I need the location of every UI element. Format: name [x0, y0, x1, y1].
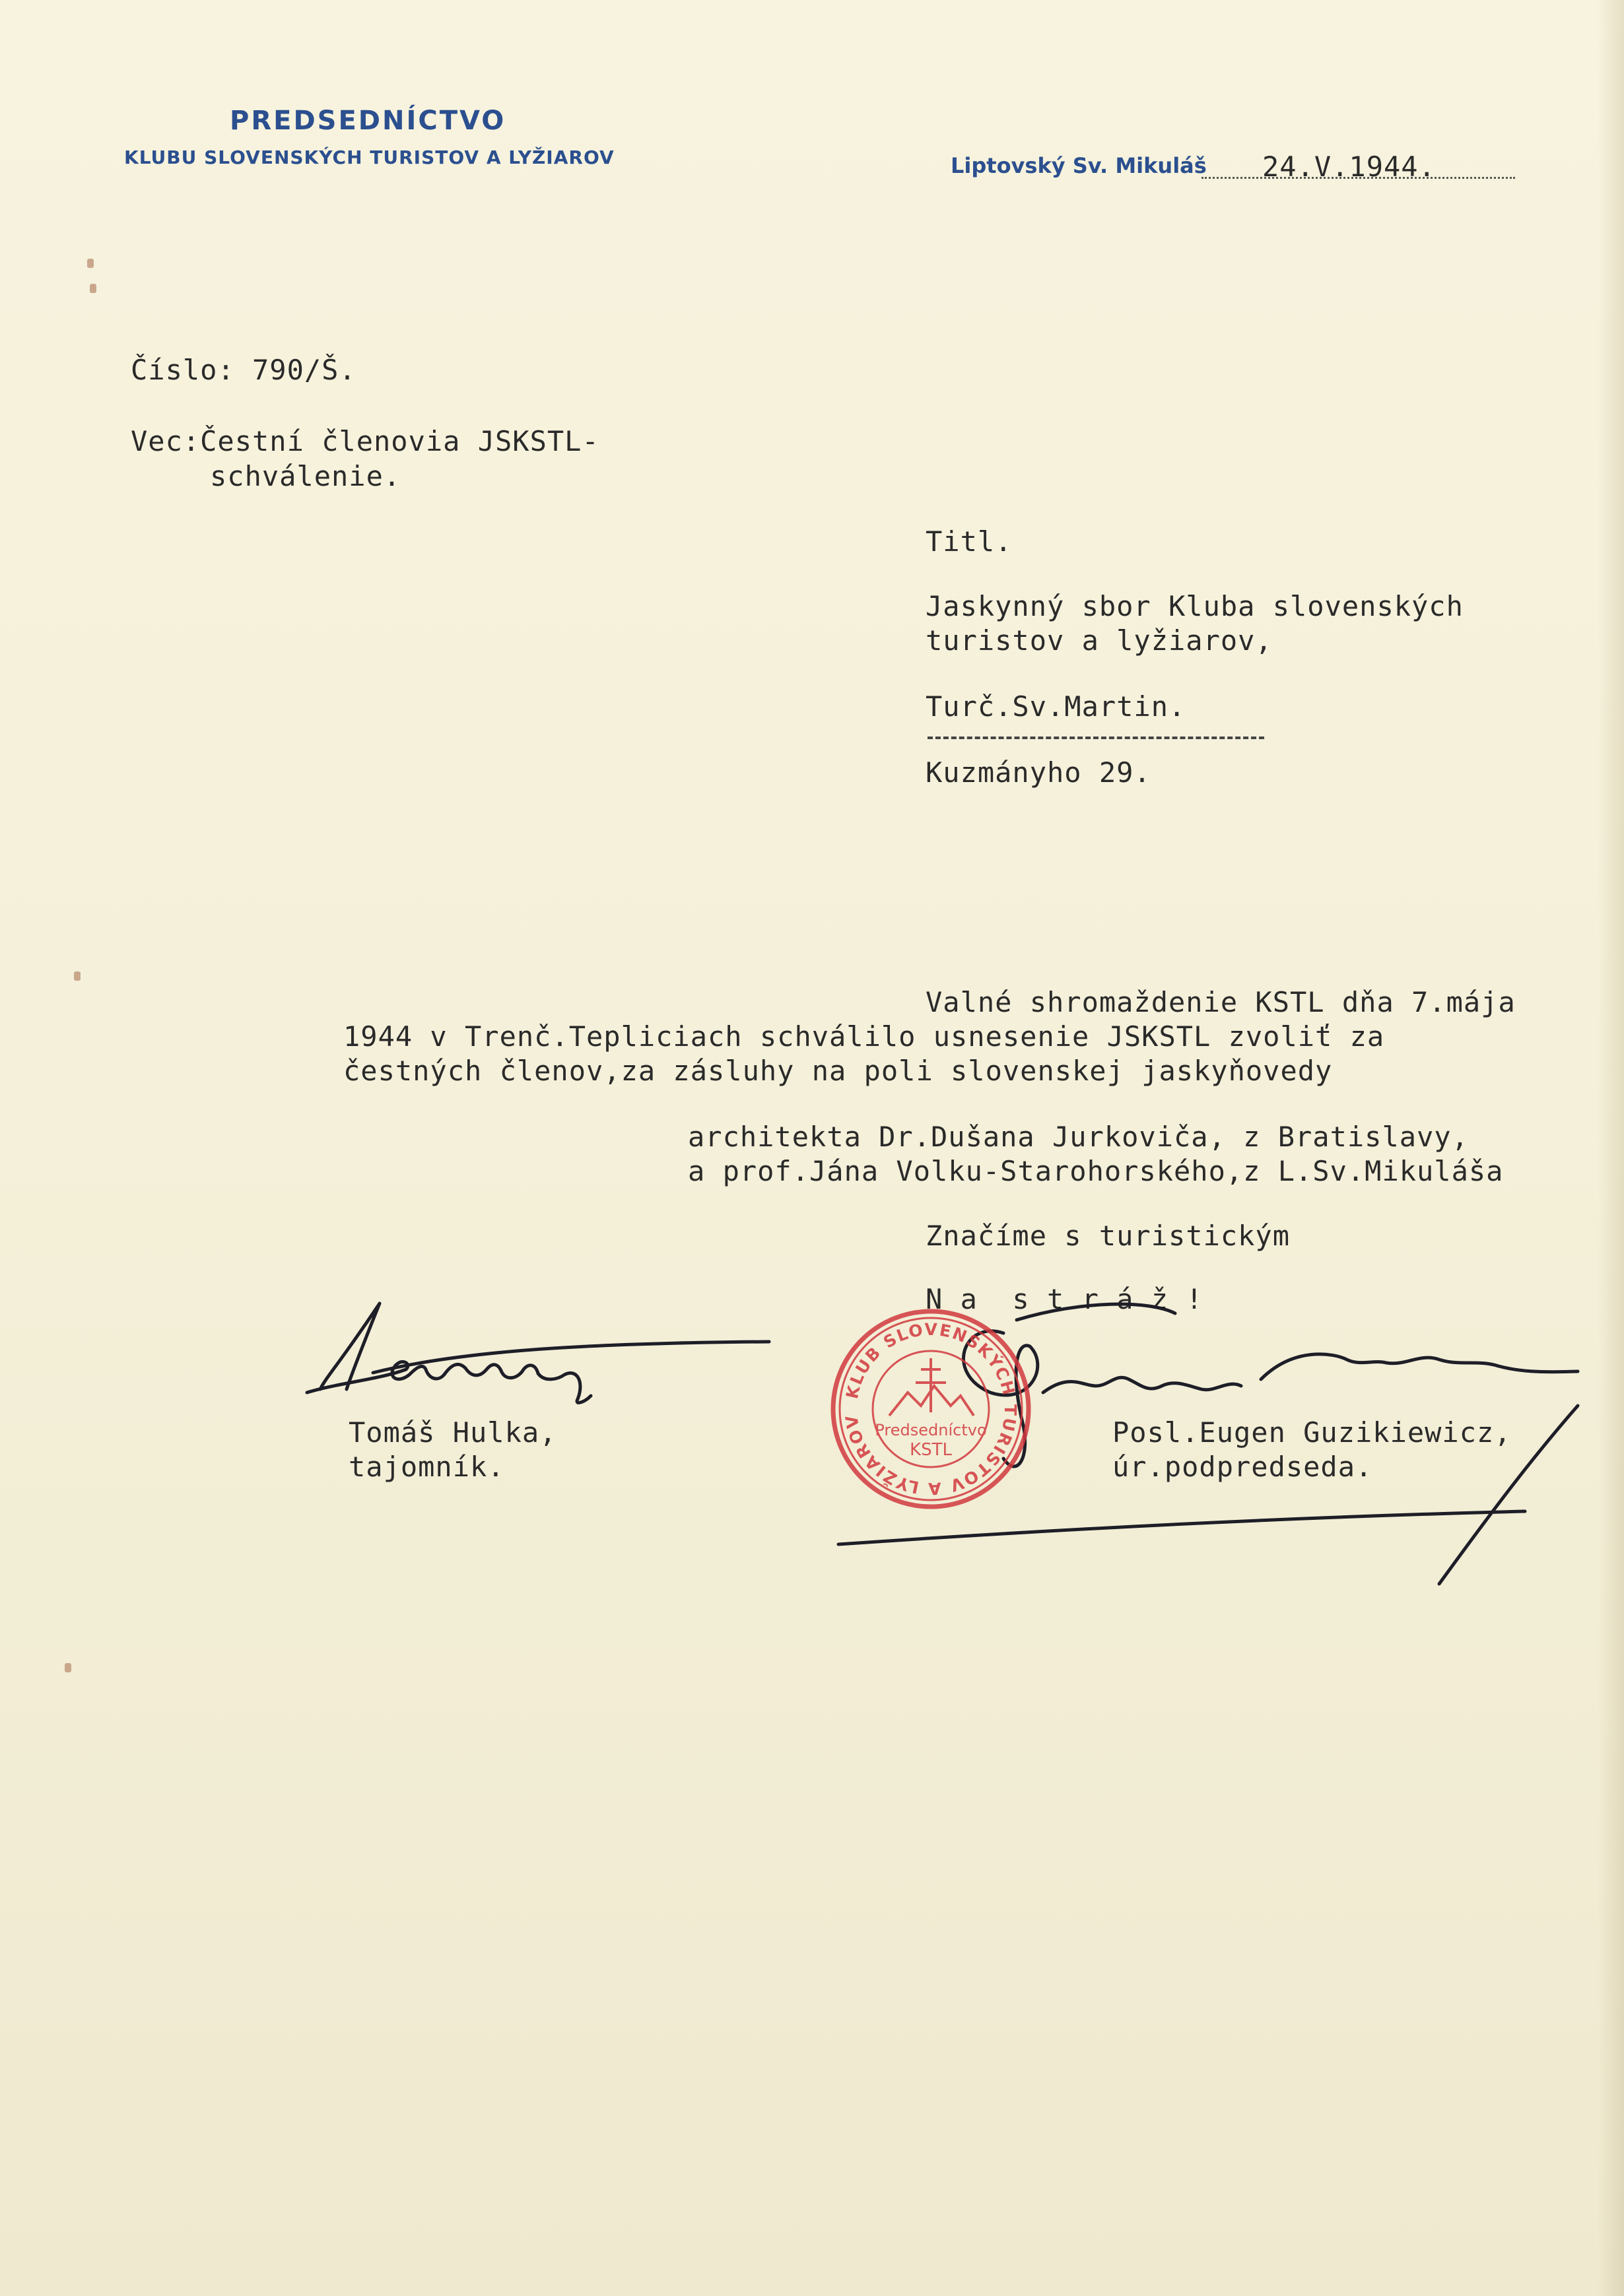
paper-aged-edge	[1598, 0, 1624, 2296]
club-stamp	[829, 1307, 1033, 1511]
body-line-3: čestných členov,za zásluhy na poli slovenskej jaskyňovedy	[343, 1055, 1333, 1087]
punch-mark	[90, 284, 96, 293]
body-line-5: a prof.Jána Volku-Starohorského,z L.Sv.Mikuláša	[688, 1155, 1504, 1187]
greeting-line: N a s t r á ž !	[926, 1283, 1203, 1315]
city-underline	[928, 737, 1264, 739]
right-signatory-title: úr.podpredseda.	[1112, 1451, 1373, 1483]
body-line-1: Valné shromaždenie KSTL dňa 7.mája	[926, 986, 1516, 1018]
letterhead-title: PREDSEDNÍCTVO	[230, 106, 506, 136]
recipient-salutation: Titl.	[926, 525, 1013, 558]
subject-line-2: schválenie.	[210, 460, 401, 492]
letterhead-place: Liptovský Sv. Mikuláš	[951, 153, 1207, 178]
punch-mark	[65, 1663, 71, 1672]
recipient-name-line-1: Jaskynný sbor Kluba slovenských	[926, 590, 1464, 622]
punch-mark	[74, 971, 81, 981]
reference-number: Číslo: 790/Š.	[131, 354, 356, 386]
stamp-center-line-2: KSTL	[910, 1440, 952, 1460]
punch-mark	[87, 259, 94, 268]
body-line-4: architekta Dr.Dušana Jurkoviča, z Bratislavy,	[688, 1121, 1469, 1153]
letterhead-subtitle: KLUBU SLOVENSKÝCH TURISTOV A LYŽIAROV	[124, 147, 615, 168]
right-signatory-name: Posl.Eugen Guzikiewicz,	[1112, 1416, 1512, 1449]
stamp-ring-text: KLUB SLOVENSKÝCH TURISTOV A LYŽIAROV	[841, 1319, 1021, 1499]
left-signatory-title: tajomník.	[349, 1451, 505, 1483]
closing-line: Značíme s turistickým	[926, 1220, 1291, 1252]
stamp-center-line-1: Predsedníctvo	[875, 1421, 987, 1439]
recipient-street: Kuzmányho 29.	[926, 756, 1151, 789]
left-signature	[300, 1290, 776, 1435]
recipient-city: Turč.Sv.Martin.	[926, 690, 1186, 723]
body-line-2: 1944 v Trenč.Tepliciach schválilo usnesenie JSKSTL zvoliť za	[343, 1020, 1385, 1053]
recipient-name-line-2: turistov a lyžiarov,	[926, 624, 1273, 657]
subject-line-1: Vec:Čestní členovia JSKSTL-	[131, 425, 599, 457]
letter-date: 24.V.1944.	[1262, 150, 1436, 183]
left-signatory-name: Tomáš Hulka,	[349, 1416, 557, 1449]
